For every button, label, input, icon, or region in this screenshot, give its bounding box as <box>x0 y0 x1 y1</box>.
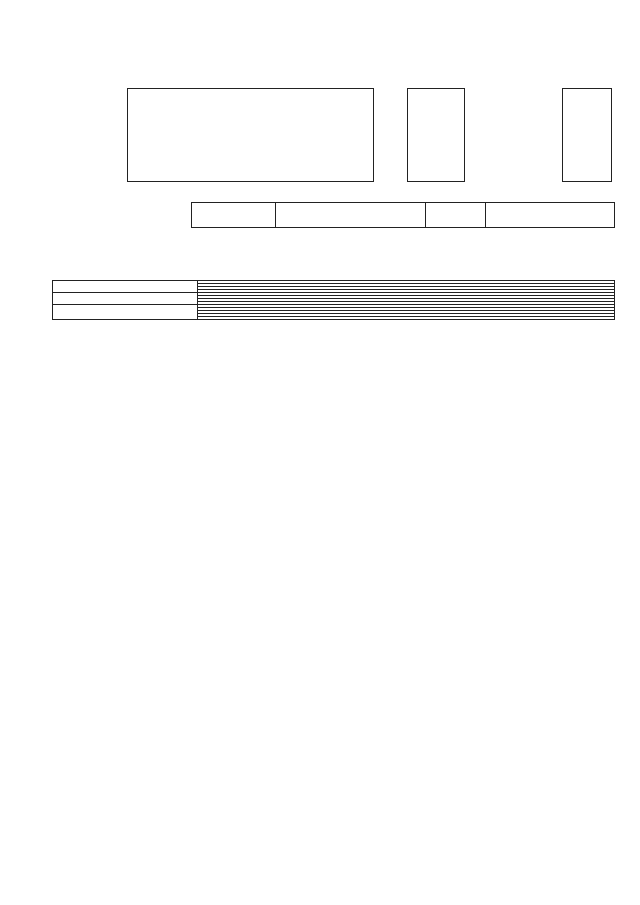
function-table <box>52 280 615 320</box>
level-value-box <box>562 88 612 182</box>
origin-code-cell <box>425 203 485 227</box>
origin-original-cell <box>191 203 275 227</box>
function-name-box <box>127 88 374 182</box>
origin-borrowed-cell <box>275 203 425 227</box>
category-cell <box>53 305 198 320</box>
origin-row <box>191 202 615 228</box>
item-cell <box>198 317 615 320</box>
category-cell <box>53 293 198 305</box>
origin-reg-cell <box>485 203 615 227</box>
category-cell <box>53 281 198 293</box>
code-value-box <box>407 88 465 182</box>
